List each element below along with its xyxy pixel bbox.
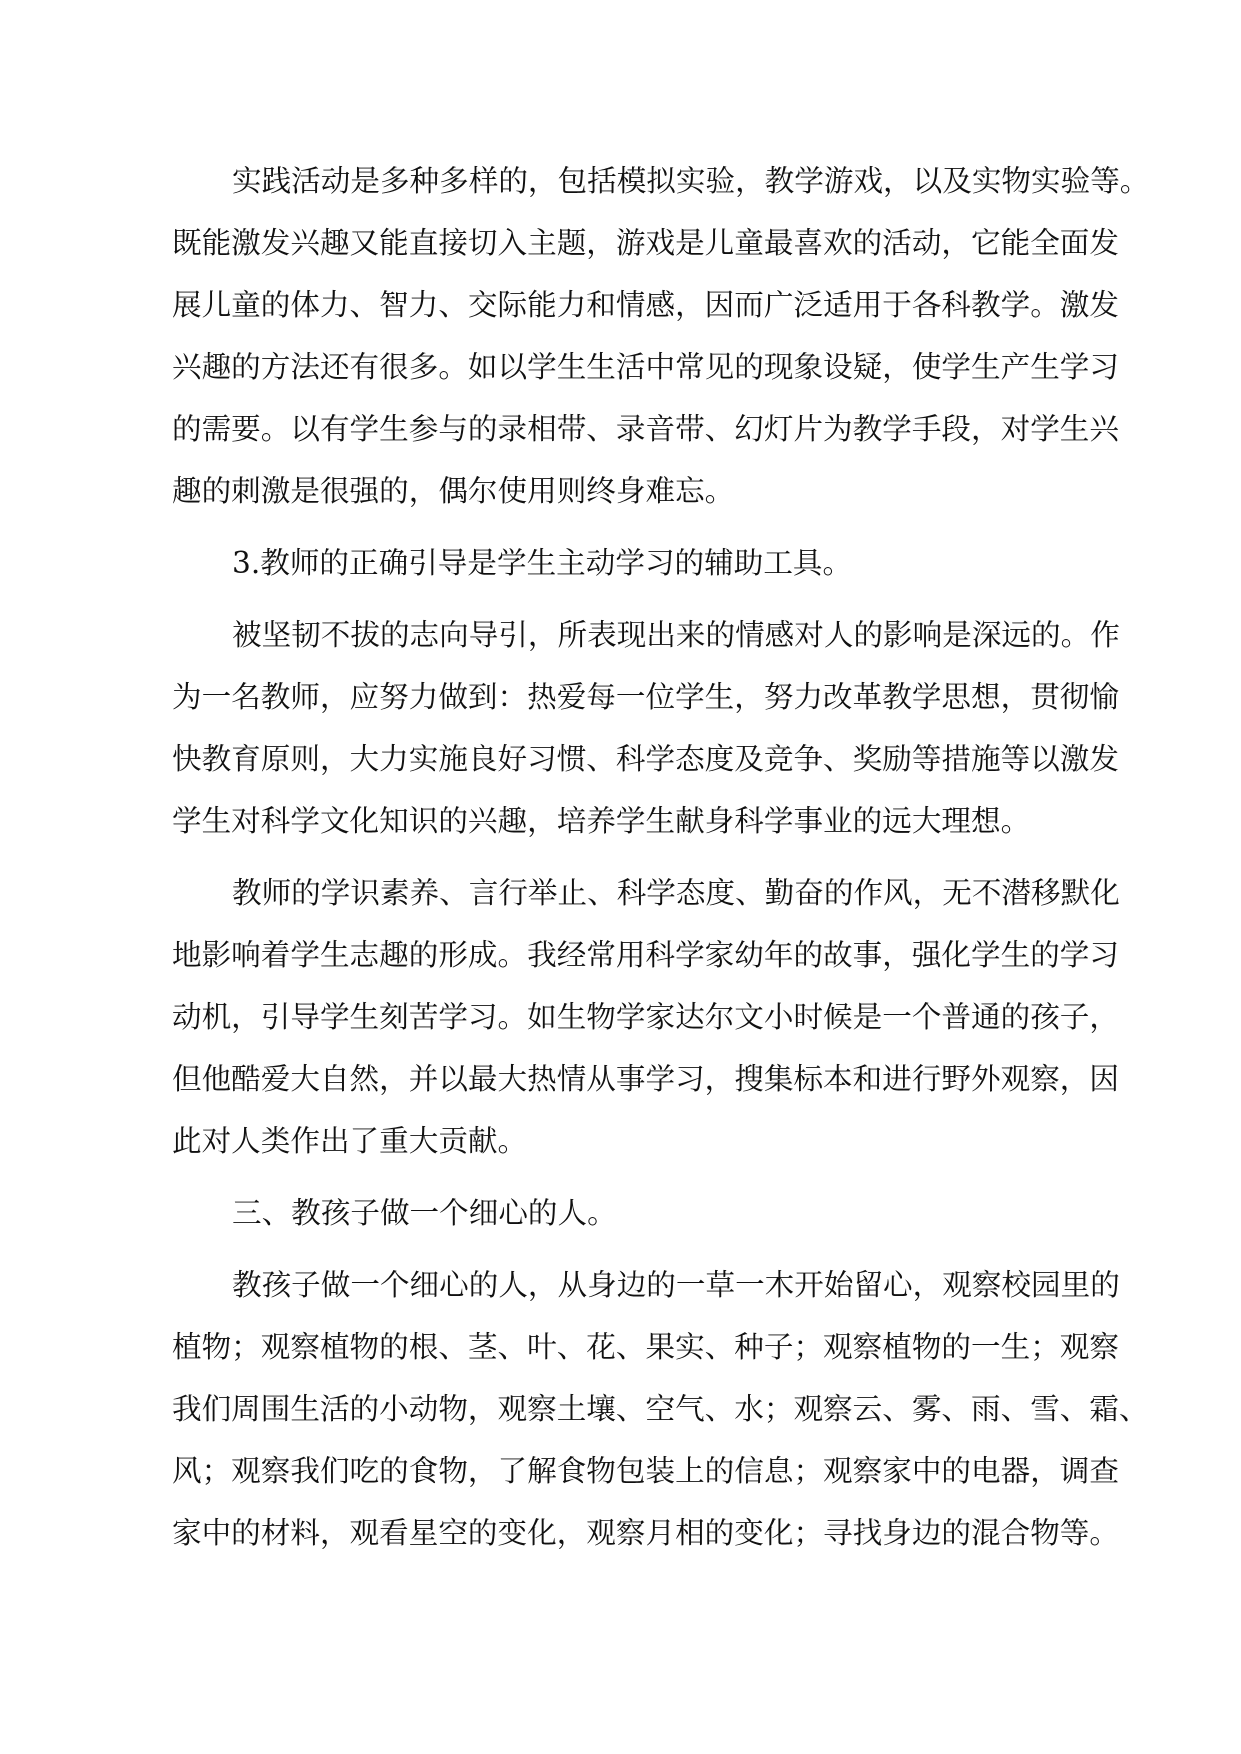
text-line: 趣的刺激是很强的，偶尔使用则终身难忘。: [172, 474, 735, 508]
text-line: 但他酷爱大自然，并以最大热情从事学习，搜集标本和进行野外观察，因: [172, 1062, 1119, 1096]
section-heading-careful-person: [172, 1182, 1122, 1244]
text-line: 被坚韧不拔的志向导引，所表现出来的情感对人的影响是深远的。作: [232, 618, 1120, 652]
text-line: 兴趣的方法还有很多。如以学生生活中常见的现象设疑，使学生产生学习: [172, 350, 1119, 384]
text-line: 展儿童的体力、智力、交际能力和情感，因而广泛适用于各科教学。激发: [172, 288, 1119, 322]
section-heading-teacher-guidance: [172, 532, 1122, 594]
text-line: 我们周围生活的小动物，观察土壤、空气、水；观察云、雾、雨、雪、霜、: [172, 1392, 1149, 1426]
text-line: 此对人类作出了重大贡献。: [172, 1124, 528, 1158]
document-page: [172, 150, 1150, 1564]
text-line: 实践活动是多种多样的，包括模拟实验，教学游戏，以及实物实验等。: [232, 164, 1150, 198]
text-line: 动机，引导学生刻苦学习。如生物学家达尔文小时候是一个普通的孩子，: [172, 1000, 1119, 1034]
paragraph-observation: [172, 1254, 1149, 1564]
text-line: 家中的材料，观看星空的变化，观察月相的变化；寻找身边的混合物等。: [172, 1516, 1119, 1550]
text-line: 的需要。以有学生参与的录相带、录音带、幻灯片为教学手段，对学生兴: [172, 412, 1119, 446]
paragraph-ambition-guidance: [172, 604, 1122, 852]
text-line: 地影响着学生志趣的形成。我经常用科学家幼年的故事，强化学生的学习: [172, 938, 1119, 972]
text-line: 教孩子做一个细心的人，从身边的一草一木开始留心，观察校园里的: [232, 1268, 1120, 1302]
text-line: 快教育原则，大力实施良好习惯、科学态度及竞争、奖励等措施等以激发: [172, 742, 1119, 776]
heading-line: 三、教孩子做一个细心的人。: [232, 1196, 617, 1230]
text-line: 风；观察我们吃的食物，了解食物包装上的信息；观察家中的电器，调查: [172, 1454, 1119, 1488]
heading-line: 3.教师的正确引导是学生主动学习的辅助工具。: [232, 546, 853, 580]
text-line: 学生对科学文化知识的兴趣，培养学生献身科学事业的远大理想。: [172, 804, 1031, 838]
text-line: 教师的学识素养、言行举止、科学态度、勤奋的作风，无不潜移默化: [232, 876, 1120, 910]
text-line: 为一名教师，应努力做到：热爱每一位学生，努力改革教学思想，贯彻愉: [172, 680, 1119, 714]
paragraph-teacher-example: [172, 862, 1122, 1172]
text-line: 植物；观察植物的根、茎、叶、花、果实、种子；观察植物的一生；观察: [172, 1330, 1119, 1364]
text-line: 既能激发兴趣又能直接切入主题，游戏是儿童最喜欢的活动，它能全面发: [172, 226, 1119, 260]
paragraph-practice-activities: [172, 150, 1150, 522]
